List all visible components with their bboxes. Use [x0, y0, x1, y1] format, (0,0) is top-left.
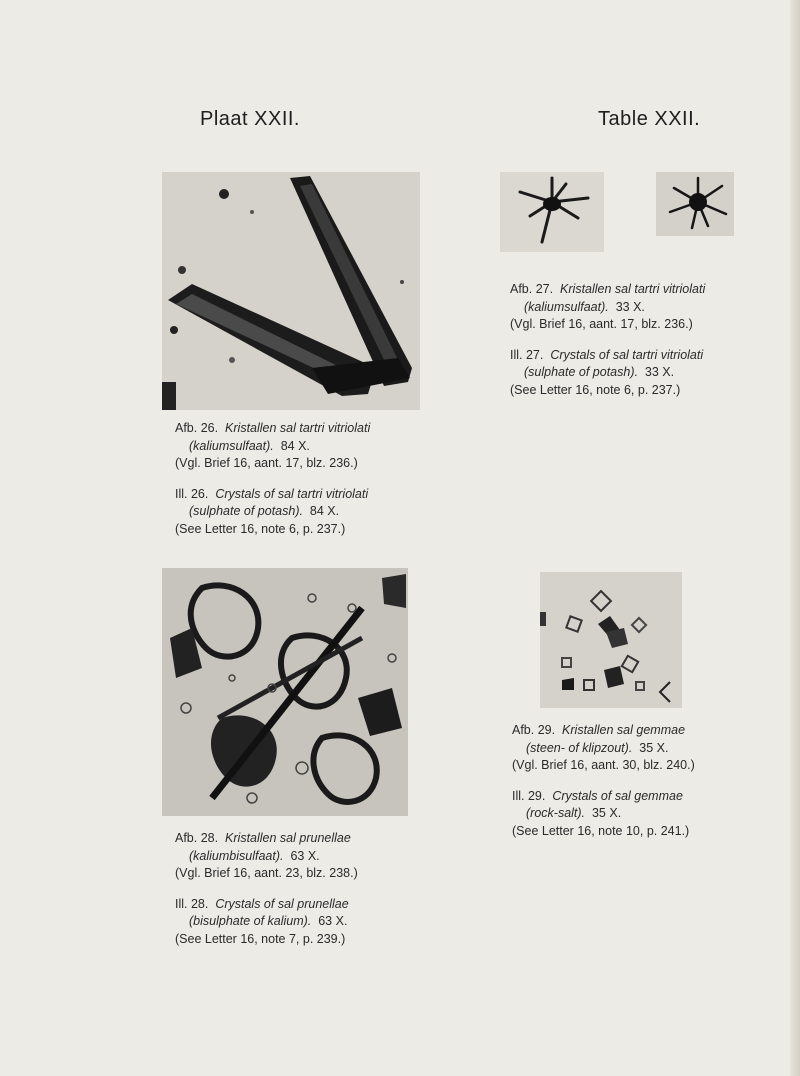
- photo-figure-27-left: [500, 172, 604, 252]
- photo-figure-27-right: [656, 172, 734, 236]
- caption-reference: (Vgl. Brief 16, aant. 30, blz. 240.): [512, 758, 695, 772]
- caption-label: Afb. 27.: [510, 282, 554, 296]
- caption-figure-29: [512, 722, 695, 840]
- caption-title: Kristallen sal tartri vitriolati: [560, 282, 706, 296]
- caption-reference: (Vgl. Brief 16, aant. 23, blz. 238.): [175, 866, 358, 880]
- caption-magnification: 63 X.: [318, 914, 348, 928]
- caption-figure-27: [510, 281, 705, 399]
- caption-title: Kristallen sal prunellae: [225, 831, 351, 845]
- caption-reference: (See Letter 16, note 10, p. 241.): [512, 823, 690, 838]
- caption-magnification: 35 X.: [639, 740, 669, 755]
- caption-subtitle: (sulphate of potash).: [189, 504, 303, 518]
- caption-label: Ill. 29.: [512, 788, 546, 803]
- caption-title: Crystals of sal tartri vitriolati: [550, 347, 704, 362]
- caption-label: Afb. 28.: [175, 831, 219, 845]
- photo-figure-29: [540, 572, 682, 708]
- caption-label: Ill. 28.: [175, 896, 209, 911]
- caption-subtitle: (kaliumbisulfaat).: [189, 848, 284, 863]
- caption-title: Kristallen sal tartri vitriolati: [225, 421, 371, 435]
- caption-subtitle: (sulphate of potash).: [524, 365, 638, 379]
- caption-subtitle: (steen- of klipzout).: [526, 740, 633, 755]
- caption-figure-28: [175, 830, 358, 948]
- caption-subtitle: (rock-salt).: [526, 806, 586, 820]
- caption-reference: (Vgl. Brief 16, aant. 17, blz. 236.): [175, 456, 358, 470]
- photo-figure-28: [162, 568, 408, 816]
- caption-title: Crystals of sal tartri vitriolati: [215, 486, 369, 501]
- caption-subtitle: (bisulphate of kalium).: [189, 914, 312, 928]
- caption-reference: (See Letter 16, note 7, p. 239.): [175, 931, 346, 946]
- caption-label: Ill. 27.: [510, 347, 544, 362]
- caption-reference: (Vgl. Brief 16, aant. 17, blz. 236.): [510, 317, 693, 331]
- caption-magnification: 33 X.: [644, 365, 675, 379]
- caption-title: Crystals of sal gemmae: [552, 788, 683, 803]
- caption-label: Ill. 26.: [175, 486, 209, 501]
- caption-title: Kristallen sal gemmae: [562, 723, 686, 737]
- caption-label: Afb. 29.: [512, 723, 556, 737]
- page-edge-shadow: [790, 0, 800, 1076]
- caption-label: Afb. 26.: [175, 421, 219, 435]
- caption-reference: (See Letter 16, note 6, p. 237.): [510, 382, 681, 397]
- plate-title-dutch: Plaat XXII.: [200, 108, 300, 130]
- caption-reference: (See Letter 16, note 6, p. 237.): [175, 521, 346, 536]
- caption-magnification: 35 X.: [591, 806, 622, 820]
- caption-subtitle: (kaliumsulfaat).: [189, 438, 274, 453]
- caption-magnification: 33 X.: [615, 299, 645, 314]
- caption-magnification: 63 X.: [290, 848, 320, 863]
- photo-figure-26: [162, 172, 420, 410]
- caption-figure-26: [175, 420, 370, 538]
- plate-title-english: Table XXII.: [598, 108, 701, 130]
- caption-title: Crystals of sal prunellae: [215, 896, 349, 911]
- caption-subtitle: (kaliumsulfaat).: [524, 299, 609, 314]
- caption-magnification: 84 X.: [280, 438, 310, 453]
- caption-magnification: 84 X.: [309, 504, 340, 518]
